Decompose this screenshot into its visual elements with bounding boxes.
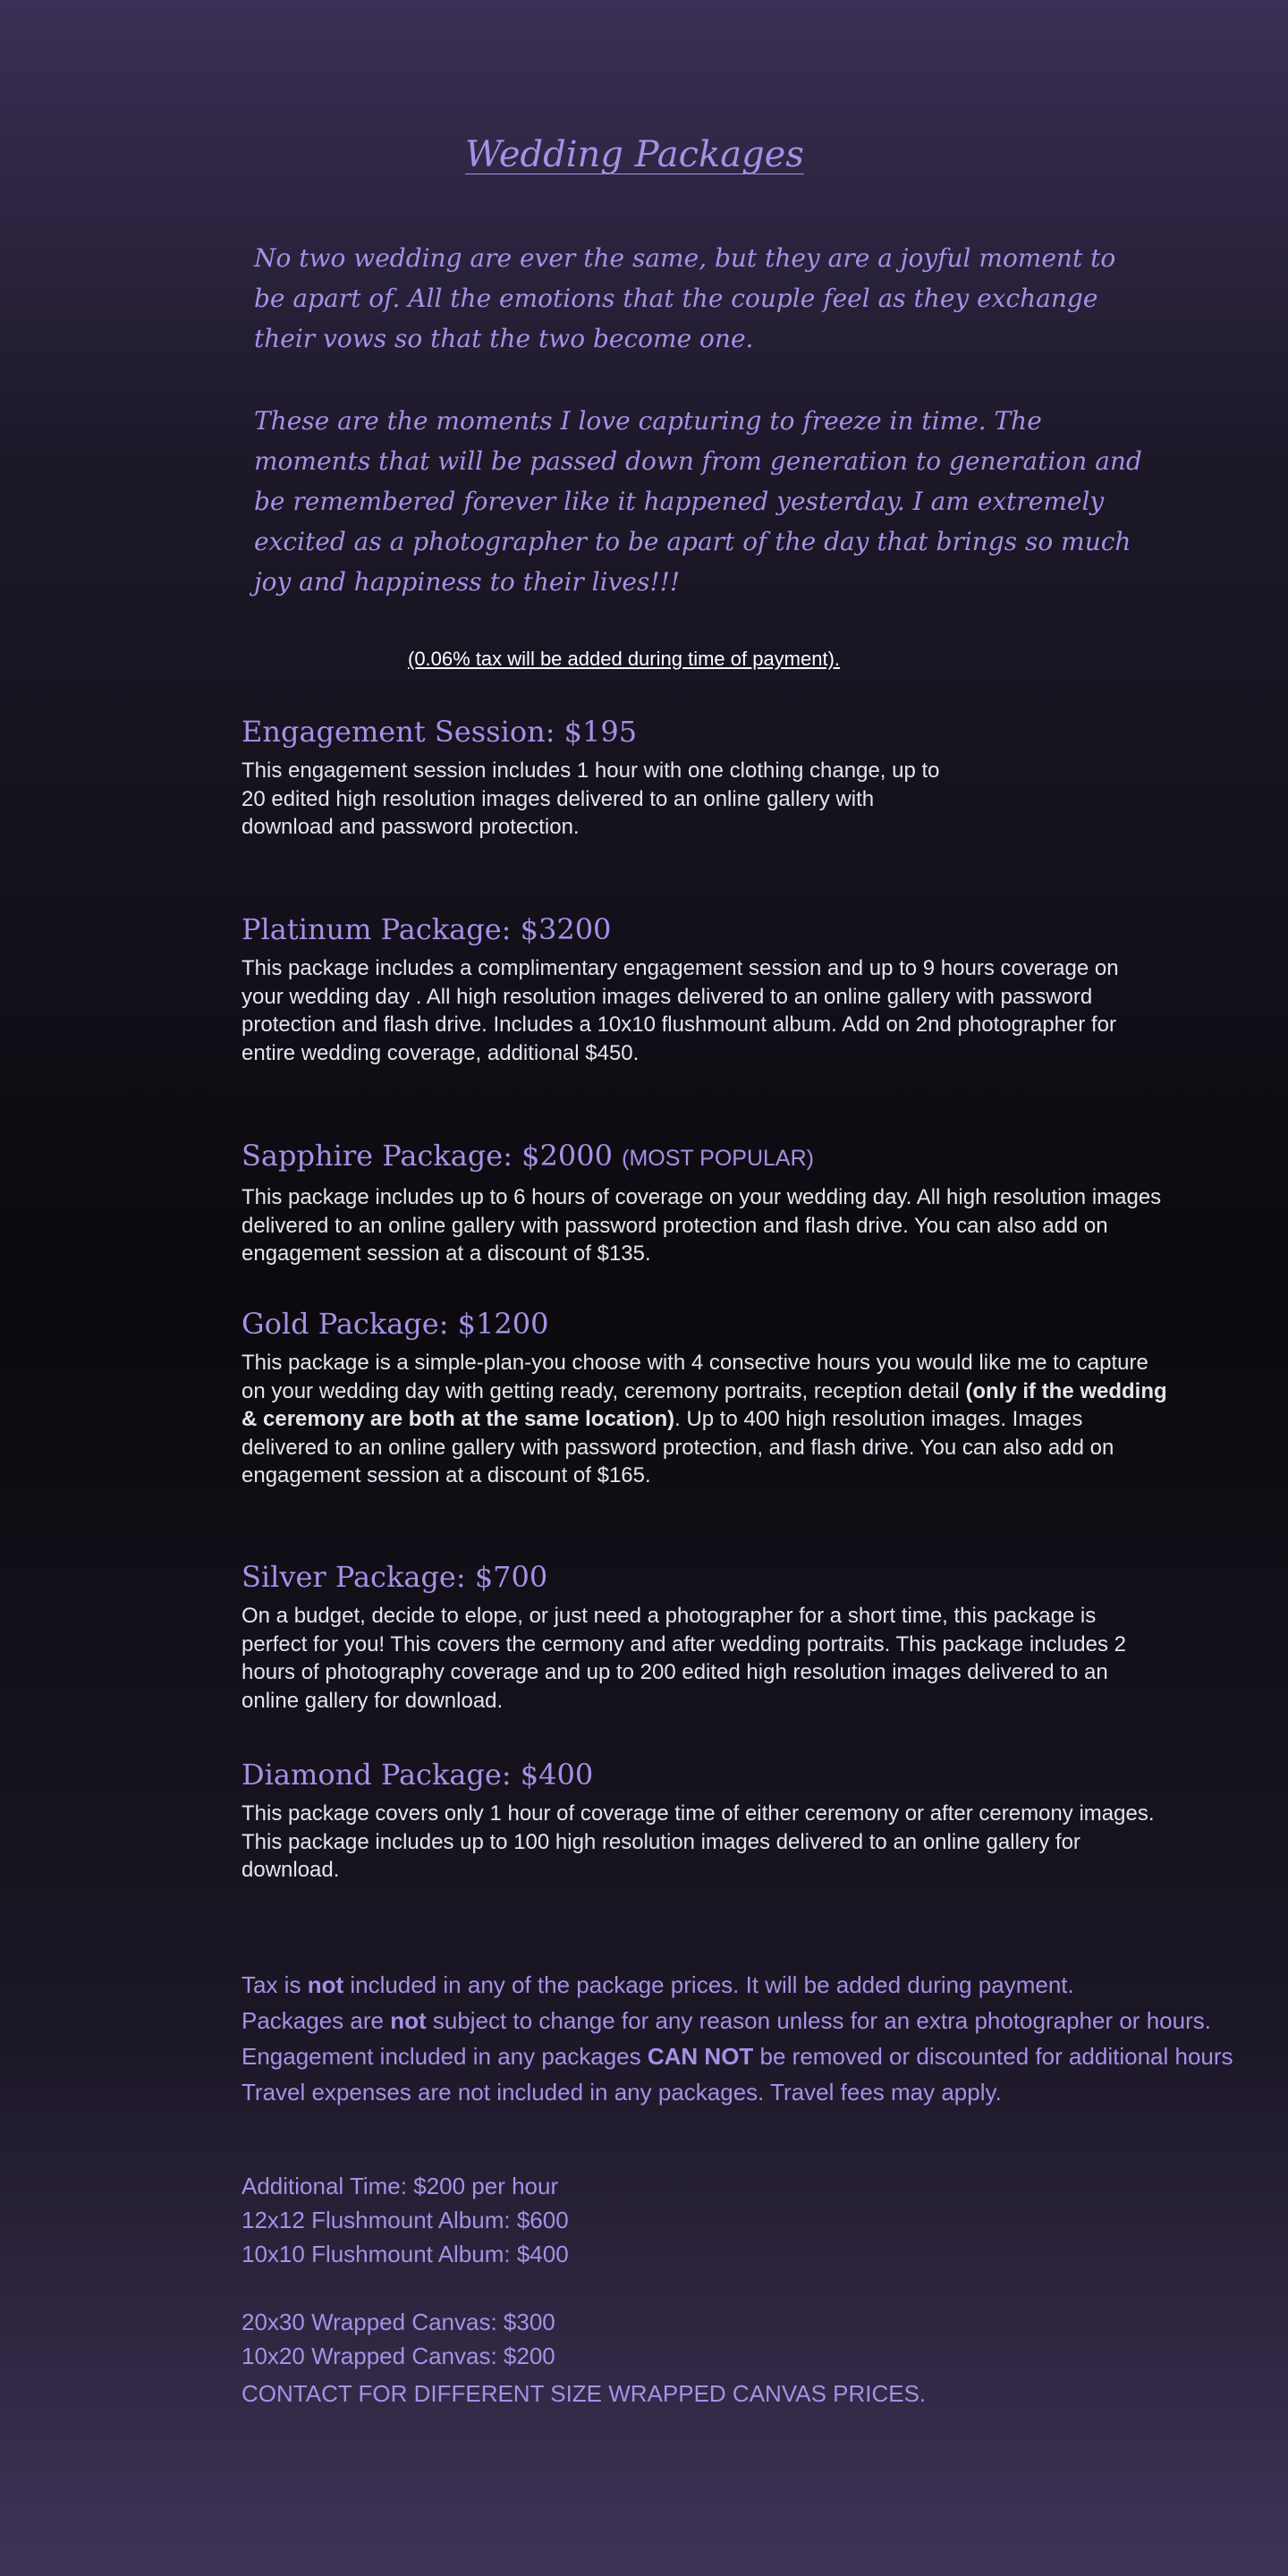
extras-pricing bbox=[242, 2169, 1261, 2271]
package-heading-text: Sapphire Package: $2000 bbox=[242, 1139, 613, 1173]
package-diamond bbox=[242, 1757, 1261, 1885]
extra-canvas-10x20: 10x20 Wrapped Canvas: $200 bbox=[242, 2343, 555, 2369]
note-emphasis: CAN NOT bbox=[647, 2043, 754, 2070]
intro-text-1: No two wedding are ever the same, but they are a joyful moment to be apart of. All the emotions that the couple feel as they exchange their vows so that the two become one. bbox=[254, 243, 1116, 353]
extra-album-12x12: 12x12 Flushmount Album: $600 bbox=[242, 2207, 569, 2233]
extra-additional-time: Additional Time: $200 per hour bbox=[242, 2173, 559, 2199]
package-heading: Engagement Session: $195 bbox=[242, 715, 638, 749]
note-emphasis: not bbox=[390, 2007, 427, 2034]
most-popular-badge: (MOST POPULAR) bbox=[622, 1146, 814, 1171]
note-text: included in any of the package prices. It will be added during payment. bbox=[343, 1971, 1074, 1998]
package-description: This package covers only 1 hour of coverage time of either ceremony or after ceremony images. This package includes up to 100 high resolution images delivered to an online gallery for download. bbox=[242, 1801, 1155, 1882]
tax-note-link[interactable]: (0.06% tax will be added during time of payment). bbox=[408, 648, 841, 670]
note-travel: Travel expenses are not included in any packages. Travel fees may apply. bbox=[242, 2079, 1002, 2106]
extra-album-10x10: 10x10 Flushmount Album: $400 bbox=[242, 2241, 569, 2267]
note-text: Packages are bbox=[242, 2007, 391, 2034]
package-heading: Diamond Package: $400 bbox=[242, 1758, 594, 1792]
note-text: Tax is bbox=[242, 1971, 308, 1998]
note-emphasis: not bbox=[307, 1971, 344, 1998]
note-text: subject to change for any reason unless for an extra photographer or hours. bbox=[426, 2007, 1211, 2034]
package-heading: Gold Package: $1200 bbox=[242, 1307, 549, 1341]
extra-canvas-contact: CONTACT FOR DIFFERENT SIZE WRAPPED CANVAS PRICES. bbox=[242, 2380, 927, 2407]
package-silver bbox=[242, 1559, 1261, 1715]
package-engagement bbox=[242, 714, 1261, 842]
pricing-notes bbox=[242, 1967, 1261, 2110]
package-description: On a budget, decide to elope, or just need a photographer for a short time, this package is perfect for you! This covers the cermony and after wedding portraits. This package includes 2 hours of photography coverage and up to 200 edited high resolution images delivered to an online gallery for download. bbox=[242, 1604, 1126, 1713]
description-emphasis: (only if the wedding & ceremony are both at the same location) bbox=[242, 1378, 1167, 1431]
description-part: . Up to 400 high resolution images. Images delivered to an online gallery with password protection, and flash drive. You can also add on engagement session at a discount of $165. bbox=[242, 1407, 1114, 1487]
extra-canvas-20x30: 20x30 Wrapped Canvas: $300 bbox=[242, 2309, 555, 2335]
note-packages bbox=[242, 2003, 1261, 2038]
package-heading: Platinum Package: $3200 bbox=[242, 912, 612, 946]
note-engagement bbox=[242, 2038, 1261, 2074]
note-text: be removed or discounted for additional hours bbox=[753, 2043, 1233, 2070]
package-sapphire bbox=[242, 1138, 1261, 1268]
package-heading: Silver Package: $700 bbox=[242, 1560, 548, 1594]
description-part: This package is a simple-plan-you choose with 4 consective hours you would like me to capture on your wedding day with getting ready, ceremony portraits, reception detail bbox=[242, 1351, 1148, 1403]
package-description: This package includes a complimentary engagement session and up to 9 hours coverage on your wedding day . All high resolution images delivered to an online gallery with password protection and flash drive. Includes a 10x10 flushmount album. Add on 2nd photographer for entire wedding coverage, additional $450. bbox=[242, 956, 1119, 1065]
package-heading bbox=[242, 1138, 1261, 1176]
package-description: This package includes up to 6 hours of coverage on your wedding day. All high resolution images delivered to an online gallery with password protection and flash drive. You can also add on engagement session at a discount of $135. bbox=[242, 1185, 1162, 1266]
canvas-pricing bbox=[242, 2305, 1261, 2411]
package-description: This engagement session includes 1 hour with one clothing change, up to 20 edited high resolution images delivered to an online gallery with download and password protection. bbox=[242, 758, 940, 839]
note-text: Engagement included in any packages bbox=[242, 2043, 648, 2070]
package-platinum bbox=[242, 911, 1261, 1067]
package-description bbox=[242, 1349, 1172, 1490]
intro-text-2: These are the moments I love capturing to freeze in time. The moments that will be passed down from generation to generation and be remembered forever like it happened yesterday. I am extremely excited as a photographer to be apart of the day that brings so much joy and happiness to their lives!!! bbox=[254, 406, 1142, 597]
package-gold bbox=[242, 1306, 1261, 1490]
intro-paragraph-2 bbox=[254, 401, 1148, 602]
note-tax bbox=[242, 1967, 1261, 2003]
page-title: Wedding Packages bbox=[465, 134, 804, 175]
intro-paragraph-1 bbox=[254, 238, 1148, 359]
